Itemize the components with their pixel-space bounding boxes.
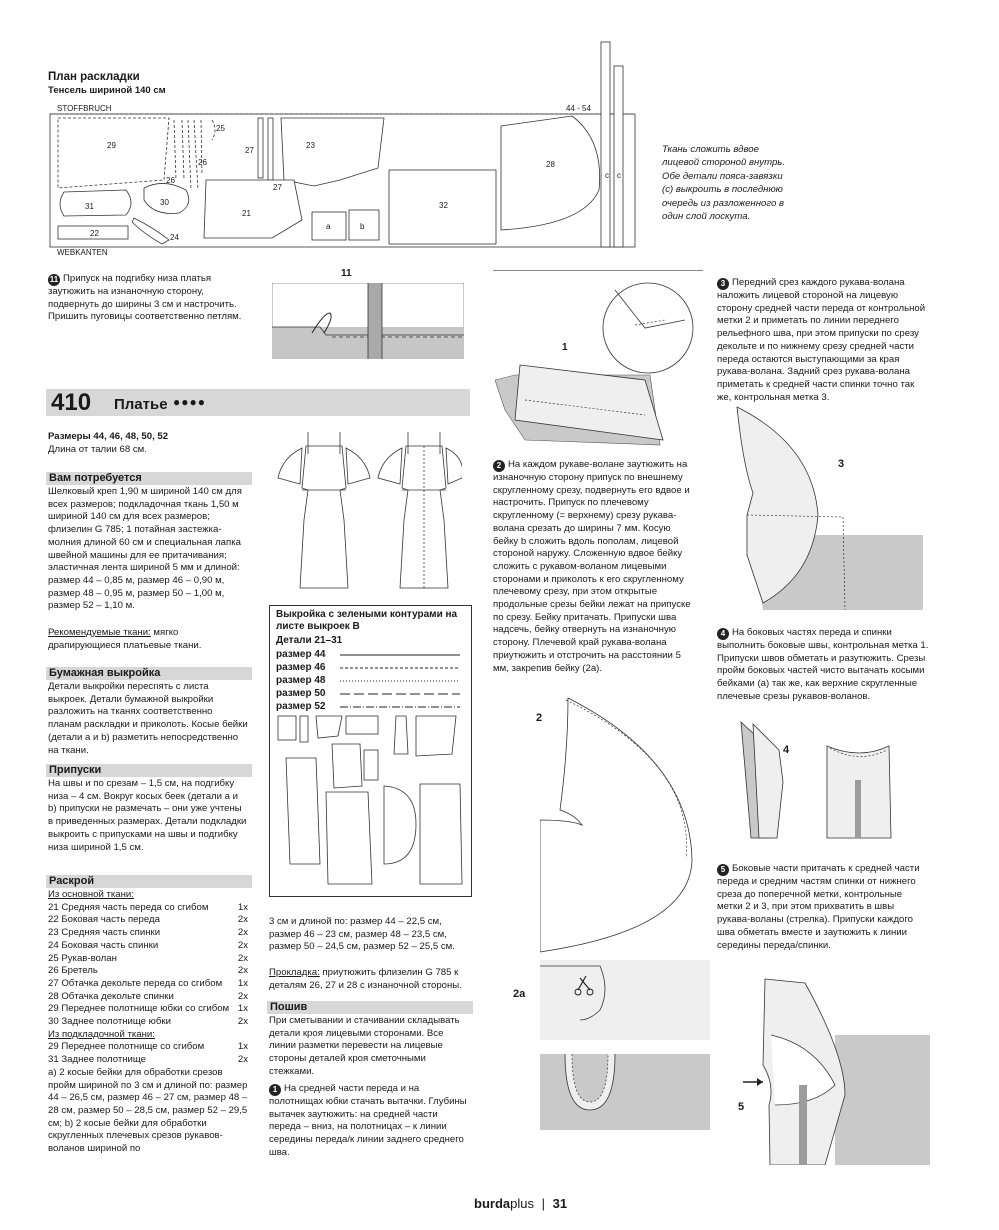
length-line: Длина от талии 68 см.	[48, 444, 147, 455]
figure-label: 5	[738, 1101, 745, 1113]
allowances-text: На швы и по срезам – 1,5 см, на подгибку низа – 4 см. Вокруг косых беек (детали а и b) припуски не размечать – они уже учтены в приведенных размерах. Детали подкладки выкроить с припусками на швы и подгибку низа шириной 1,5 см.	[48, 778, 247, 853]
need-text: Шелковый креп 1,90 м шириной 140 см для всех размеров; подкладочная ткань 1,50 м шириной 140 см для всех размеров; флизелин G 785; 1 потайная застежка-молния длиной 60 см и специальная лапка швейной машины для ее притачивания; эластичная лента шириной 5 мм и длиной: размер 44 – 0,85 м, размер 46 – 0,90 м, размер 48 – 0,95 м, размер 50 – 1,00 м, размер 52 – 1,10 м.	[48, 486, 242, 612]
pattern-pieces-thumbnail	[276, 714, 464, 892]
step-4-paragraph	[717, 627, 929, 704]
cut-row: 24 Боковая часть спинки 2x	[48, 939, 248, 951]
need-header: Вам потребуется	[46, 472, 252, 485]
fold-label: STOFFBRUCH	[57, 104, 112, 113]
piece-label: 32	[439, 201, 448, 210]
figure-4-illustration	[735, 720, 930, 848]
footer-separator: |	[541, 1196, 545, 1211]
cutting-header: Раскрой	[46, 875, 252, 888]
interfacing-label: Прокладка:	[269, 967, 320, 978]
step-3-text: Передний срез каждого рукава-волана наложить лицевой стороной на лицевую сторону средней части переда от контрольной метки 2 и приметать по линии переднего рельефного шва, при этом припуски по срезу декольте и по нижнему срезу средней части переда остаются выступающими за края рукава-волана. Задний срез рукава-волана приметать к средней части спинки точно так же, контрольная метка 3.	[717, 277, 926, 403]
cut-row: 29 Переднее полотнище со сгибом 1x	[48, 1041, 248, 1053]
step-11-body: Припуск на подгибку низа платья заутюжить на изнаночную сторону, подвернуть до ширины 3 см и настрочить. Пришить пуговицы соответственно петлям.	[48, 273, 242, 323]
size-legend-item: размер 48	[276, 675, 326, 686]
layout-plan-title: План раскладки	[48, 71, 140, 83]
model-title-bar	[46, 389, 470, 416]
step-number-badge: 4	[717, 628, 729, 640]
dress-technical-drawing	[272, 428, 462, 593]
step-number-badge: 1	[269, 1084, 281, 1096]
fabrics-label: Рекомендуемые ткани:	[48, 627, 151, 638]
strip-b-continued: 3 см и длиной по: размер 44 – 22,5 см, размер 46 – 23 см, размер 48 – 23,5 см, размер 50 – 24,5 см, размер 52 – 25,5 см.	[269, 916, 455, 953]
pattern-sheet-box	[269, 605, 472, 897]
figure-label: 1	[562, 342, 568, 353]
column-divider	[493, 270, 703, 271]
piece-label: 25	[216, 124, 225, 133]
piece-label: 26	[198, 158, 207, 167]
size-range-label: 44 - 54	[566, 104, 591, 113]
step-number-badge: 5	[717, 864, 729, 876]
piece-label: 27	[245, 146, 254, 155]
step-number-badge: 3	[717, 278, 729, 290]
cut-row: 29 Переднее полотнище юбки со сгибом 1x	[48, 1003, 248, 1015]
piece-label: 23	[306, 141, 315, 150]
cut-row: 30 Заднее полотнище юбки 2x	[48, 1016, 248, 1028]
piece-label: 28	[546, 160, 555, 169]
step-4-text: На боковых частях переда и спинки выполнить боковые швы, контрольная метка 1. Припуски швов обметать и разутюжить. Срезы пройм боковых частей чисто вытачать косыми бейками (а) так же, как верхние скругленные плечевые срезы рукавов-воланов.	[717, 627, 929, 702]
interfacing-paragraph	[269, 967, 469, 992]
allowances-header: Припуски	[46, 764, 252, 777]
piece-label: 21	[242, 209, 251, 218]
piece-label: c	[605, 171, 609, 180]
cut-row: 26 Бретель 2x	[48, 965, 248, 977]
figure-11-illustration	[272, 283, 464, 359]
step-number-badge: 11	[49, 275, 59, 284]
figure-2-illustration	[540, 690, 710, 960]
sewing-text: При сметывании и стачивании складывать детали кроя лицевыми сторонами. Все линии разметки перевести на лицевые стороны деталей кроя сметочными стежками.	[269, 1015, 460, 1077]
sizes-line: Размеры 44, 46, 48, 50, 52	[48, 431, 169, 442]
cut-row: 31 Заднее полотнище 2x	[48, 1054, 248, 1066]
figure-label: 11	[341, 268, 352, 279]
piece-label: 30	[160, 198, 169, 207]
sewing-header: Пошив	[267, 1001, 473, 1014]
footer	[474, 1196, 567, 1211]
piece-label: 22	[90, 229, 99, 238]
piece-label: 26	[166, 176, 175, 185]
figure-1-illustration	[495, 280, 700, 450]
figure-3-illustration	[733, 405, 933, 620]
step-1-text: На средней части переда и на полотнищах юбки стачать вытачки. Глубины вытачек заутюжить: на средней части переда – вниз, на полотницах – к линии середины переда/к линии заднего среднего шва.	[269, 1083, 467, 1158]
pattern-header: Бумажная выкройка	[46, 667, 252, 680]
piece-label: 31	[85, 202, 94, 211]
size-legend-item: размер 46	[276, 662, 326, 673]
size-legend-item: размер 50	[276, 688, 326, 699]
figure-5-illustration	[735, 975, 935, 1165]
interfacing-text: приутюжить флизелин G 785 к деталям 26, 27 и 28 с изнаночной стороны.	[269, 967, 462, 991]
size-legend-item: размер 52	[276, 701, 326, 712]
footer-brand-suffix: plus	[510, 1196, 534, 1211]
cut-row: 21 Средняя часть переда со сгибом 1x	[48, 901, 248, 913]
step-11-text	[48, 273, 248, 324]
bias-strips-text: а) 2 косые бейки для обработки срезов пройм шириной по 3 см и длиной по: размер 44 – 26,5 см, размер 46 – 27 см, размер 48 – 28 см, размер 50 – 28,5 см, размер 52 – 29,5 см; b) 2 косые бейки для обработки скругленных плечевых срезов рукавов-воланов шириной по	[48, 1066, 248, 1155]
piece-label: b	[360, 222, 365, 231]
step-2-paragraph	[493, 459, 696, 675]
size-legend-item: размер 44	[276, 649, 326, 660]
figure-label: 3	[838, 458, 845, 470]
piece-label: c	[617, 171, 621, 180]
main-fabric-label: Из основной ткани:	[48, 889, 134, 900]
selvage-label: WEBKANTEN	[57, 248, 108, 257]
layout-note: Ткань сложить вдвое лицевой стороной внутрь. Обе детали пояса-завязки (c) выкроить в последнюю очередь из разложенного в один слой лоскута.	[662, 144, 786, 223]
model-name: Платье	[114, 396, 168, 413]
figure-label: 4	[783, 744, 790, 756]
step-3-paragraph	[717, 277, 929, 404]
step-5-text: Боковые части притачать к средней части переда и средним частям спинки от нижнего среза до поперечной метки, контрольные метки 2 и 3, при этом прихватить в швы рукава-воланы (стрелка). Припуски каждого шва обметать вместе и заутюжить к линии середины переда/спинки.	[717, 863, 920, 951]
step-2-text: На каждом рукаве-волане заутюжить на изнаночную сторону припуск по внешнему скругленному срезу, подвернуть его вдвое и настрочить. Припуск по плечевому скругленному (= верхнему) срезу рукава-волана срезать до ширины 7 мм. Косую бейку b сложить вдоль пополам, лицевой стороной наружу. Сложенную вдвое бейку сложить с рукавом-воланом лицевыми сторонами и приколоть к его скругленному плечевому срезу, при этом открытые продольные срезы бейки лежат на припуске по срезу. Бейку притачать. Припуски шва надсечь, бейку отвернуть на изнаночную сторону. Плечевой край рукава-волана приутюжить и отстрочить на расстоянии 5 мм, закрепив бейку (2а).	[493, 459, 691, 674]
sheet-size-legend	[276, 648, 466, 713]
layout-plan-diagram	[44, 40, 644, 255]
pattern-text: Детали выкройки пересnять с листа выкроек. Детали бумажной выкройки разложить на тканях соответственно планам раскладки и приколоть. Косые бейки (детали а и b) разметить непосредственно на ткани.	[48, 681, 248, 756]
figure-label: 2	[536, 712, 543, 724]
figure-2a-illustration	[540, 960, 710, 1130]
difficulty-indicator: ●●●●	[173, 395, 206, 409]
model-number: 410	[51, 389, 92, 416]
footer-brand: burda	[474, 1196, 511, 1211]
cut-row: 28 Обтачка декольте спинки 2x	[48, 990, 248, 1002]
piece-label: a	[326, 222, 331, 231]
fabrics-paragraph	[48, 627, 248, 652]
lining-label: Из подкладочной ткани:	[48, 1028, 155, 1040]
step-number-badge: 2	[493, 460, 505, 472]
sheet-parts: Детали 21–31	[276, 635, 343, 646]
step-5-paragraph	[717, 863, 929, 952]
page-number: 31	[552, 1196, 568, 1211]
cut-row: 25 Рукав-волан 2x	[48, 952, 248, 964]
cutting-list	[48, 889, 248, 1156]
fabrics-text: мягко драпирующиеся платьевые ткани.	[48, 627, 202, 651]
step-1-paragraph	[269, 1083, 469, 1160]
cut-row: 27 Обтачка декольте переда со сгибом 1x	[48, 977, 248, 989]
piece-label: 29	[107, 141, 116, 150]
layout-plan-subtitle: Тенсель шириной 140 см	[48, 85, 166, 96]
piece-label: 24	[170, 233, 179, 242]
cut-row: 22 Боковая часть переда 2x	[48, 914, 248, 926]
cut-row: 23 Средняя часть спинки 2x	[48, 927, 248, 939]
sheet-title: Выкройка с зелеными контурами на листе выкроек B	[276, 609, 458, 632]
figure-label: 2a	[513, 988, 526, 1000]
piece-label: 27	[273, 183, 282, 192]
